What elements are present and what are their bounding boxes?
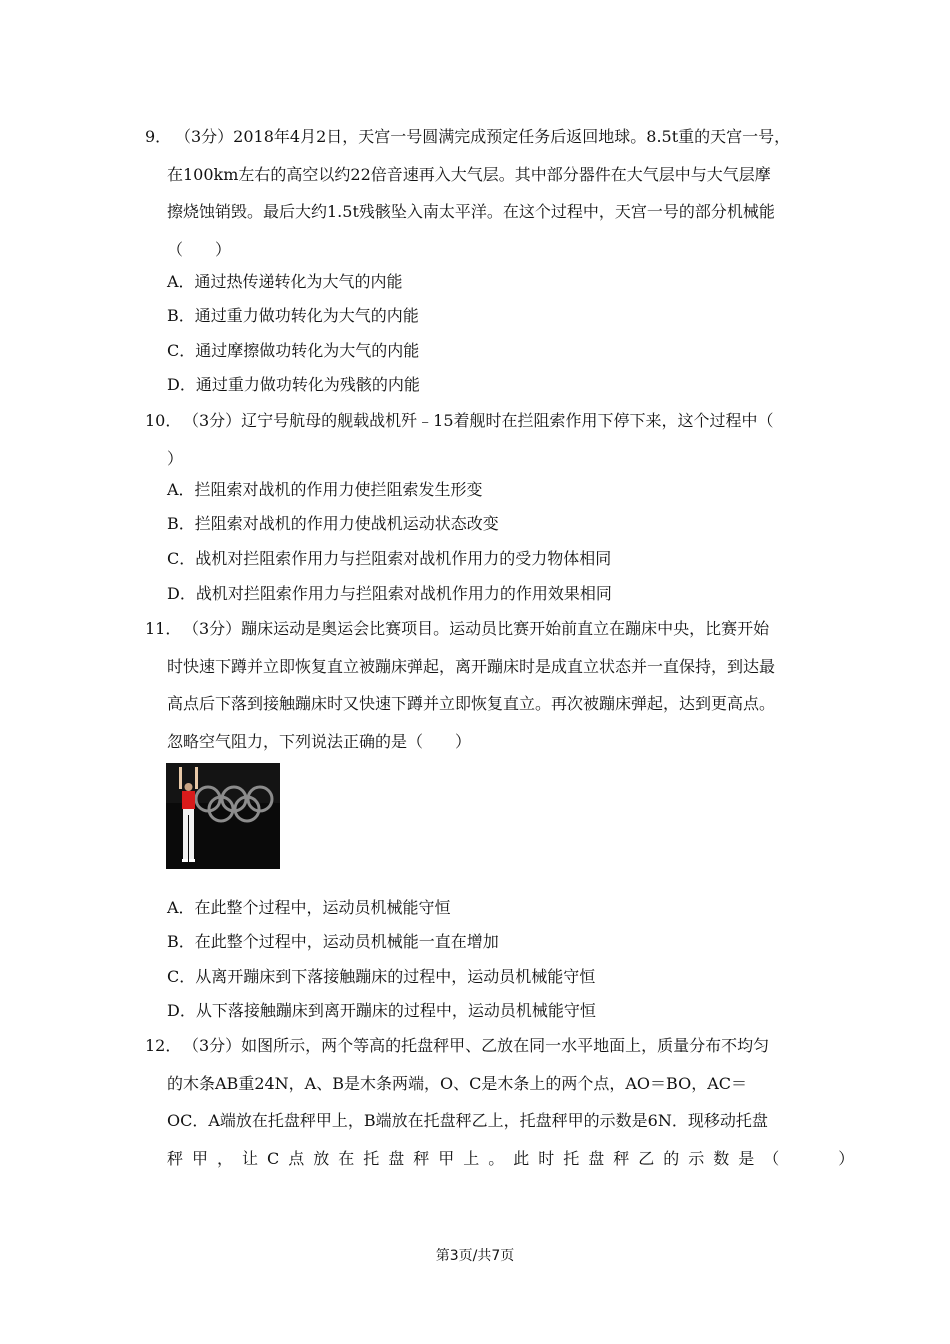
option-c: C．战机对拦阻索作用力与拦阻索对战机作用力的受力物体相同 [167, 549, 612, 568]
question-9 [145, 118, 810, 268]
question-text-line: 的木条AB重24N，A、B是木条两端，O、C是木条上的两个点，AO＝BO，AC＝ [167, 1073, 747, 1093]
question-number: 11． [145, 619, 182, 638]
question-text-line: （ ） [167, 239, 232, 259]
question-text-line: （3分）2018年4月2日，天宫一号圆满完成预定任务后返回地球。8.5t重的天宫一号， [175, 127, 791, 146]
trampoline-athlete-photo [166, 763, 280, 869]
question-text-line: ） [167, 448, 184, 468]
option-d: D．战机对拦阻索作用力与拦阻索对战机作用力的作用效果相同 [167, 584, 612, 603]
option-a: A．通过热传递转化为大气的内能 [167, 272, 403, 291]
question-number: 10． [145, 411, 182, 430]
option-a: A．拦阻索对战机的作用力使拦阻索发生形变 [167, 480, 483, 499]
question-text-line: 时快速下蹲并立即恢复直立被蹦床弹起，离开蹦床时是成直立状态并一直保持，到达最 [167, 656, 776, 676]
question-text-line: OC．A端放在托盘秤甲上，B端放在托盘秤乙上，托盘秤甲的示数是6N．现移动托盘 [167, 1111, 768, 1130]
question-text-line: 秤甲，让C点放在托盘秤甲上。此时托盘秤乙的示数是（ ） [167, 1148, 864, 1168]
option-b: B．在此整个过程中，运动员机械能一直在增加 [167, 932, 499, 951]
option-d: D．通过重力做功转化为残骸的内能 [167, 375, 420, 394]
question-text-line: 擦烧蚀销毁。最后大约1.5t残骸坠入南太平洋。在这个过程中，天宫一号的部分机械能 [167, 202, 775, 221]
option-c: C．通过摩擦做功转化为大气的内能 [167, 341, 420, 360]
question-12 [145, 1027, 864, 1177]
question-text-line: （3分）蹦床运动是奥运会比赛项目。运动员比赛开始前直立在蹦床中央，比赛开始 [183, 619, 770, 638]
question-10 [145, 402, 810, 477]
option-a: A．在此整个过程中，运动员机械能守恒 [167, 898, 451, 917]
option-b: B．拦阻索对战机的作用力使战机运动状态改变 [167, 514, 499, 533]
page-footer: 第3页/共7页 [435, 1248, 515, 1264]
option-d: D．从下落接触蹦床到离开蹦床的过程中，运动员机械能守恒 [167, 1001, 596, 1020]
question-text-line: 在100km左右的高空以约22倍音速再入大气层。其中部分器件在大气层中与大气层摩 [167, 164, 771, 184]
option-c: C．从离开蹦床到下落接触蹦床的过程中，运动员机械能守恒 [167, 967, 596, 986]
option-b: B．通过重力做功转化为大气的内能 [167, 306, 419, 325]
question-text-line: 高点后下落到接触蹦床时又快速下蹲并立即恢复直立。再次被蹦床弹起，达到更高点。 [167, 694, 776, 713]
question-number: 9． [145, 127, 172, 146]
question-11 [145, 610, 810, 760]
question-number: 12． [145, 1036, 182, 1055]
question-text-line: （3分）如图所示，两个等高的托盘秤甲、乙放在同一水平地面上，质量分布不均匀 [183, 1036, 770, 1055]
question-text-line: （3分）辽宁号航母的舰载战机歼﹣15着舰时在拦阻索作用下停下来，这个过程中（ [183, 411, 774, 430]
question-text-line: 忽略空气阻力，下列说法正确的是（ ） [167, 731, 472, 751]
